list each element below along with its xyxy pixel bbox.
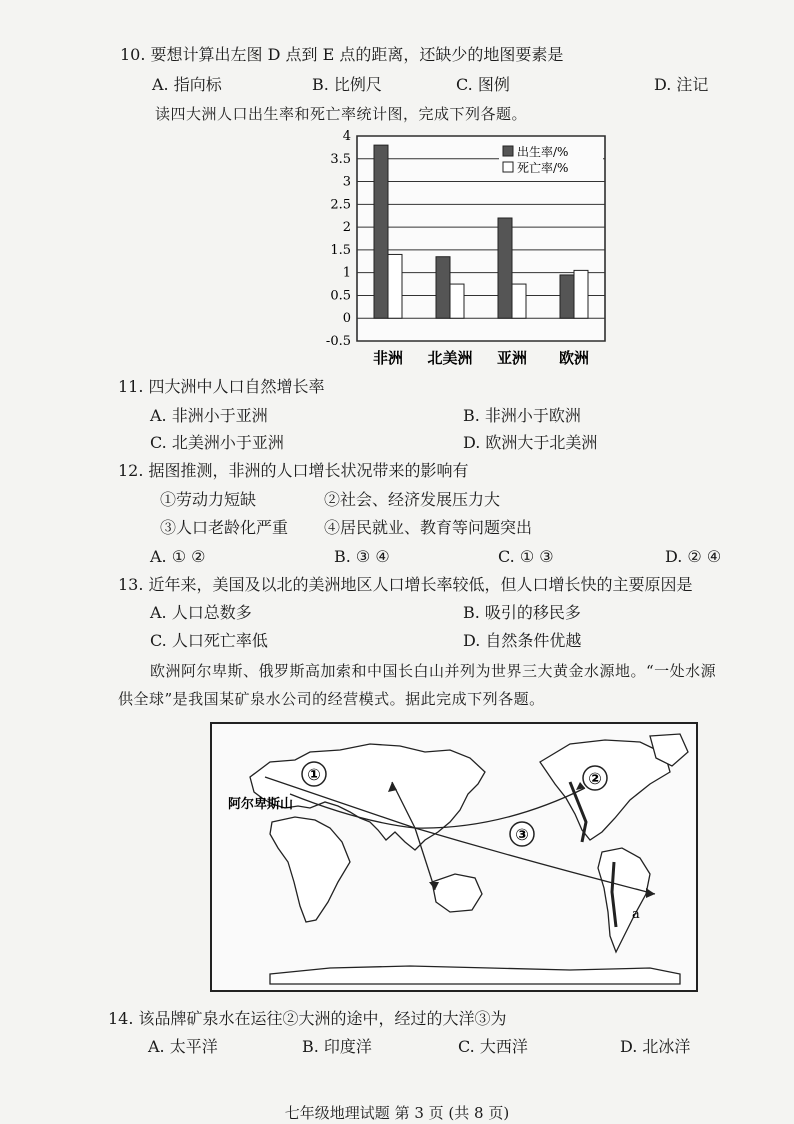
chart-y-tick-label: 3	[342, 174, 351, 190]
marker-1-label: ①	[307, 765, 321, 784]
q13-stem: 13. 近年来，美国及以北的美洲地区人口增长率较低，但人口增长快的主要原因是	[118, 575, 693, 594]
q13-option-a: A. 人口总数多	[150, 603, 252, 622]
chart-legend-label: 出生率/%	[517, 145, 569, 159]
chart-y-tick-label: 0.5	[330, 288, 351, 304]
q14-stem: 14. 该品牌矿泉水在运往②大洲的途中，经过的大洋③为	[108, 1009, 507, 1028]
chart-bar-death-0	[388, 254, 402, 318]
q14-option-c: C. 大西洋	[458, 1037, 528, 1056]
q10-option-b: B. 比例尺	[312, 75, 382, 94]
marker-3-label: ③	[515, 825, 529, 844]
q12-item-2: ②社会、经济发展压力大	[324, 490, 501, 509]
q12-item-3: ③人口老龄化严重	[160, 518, 289, 537]
chart-y-tick-label: 2.5	[330, 197, 351, 213]
antarctica	[270, 966, 680, 984]
chart-legend-swatch	[503, 162, 513, 172]
birth-death-rate-chart	[305, 128, 615, 368]
chart-y-tick-label: 1.5	[330, 242, 351, 258]
q10-option-d: D. 注记	[654, 75, 709, 94]
world-map	[210, 722, 698, 992]
chart-y-tick-label: 4	[342, 129, 351, 144]
page-footer: 七年级地理试题 第 3 页 (共 8 页)	[284, 1104, 510, 1122]
q12-option-c: C. ① ③	[498, 547, 554, 566]
chart-x-tick-label: 亚洲	[496, 349, 528, 367]
chart-y-tick-label: 1	[342, 265, 351, 281]
chart-bar-death-2	[512, 284, 526, 318]
q12-option-a: A. ① ②	[150, 547, 206, 566]
q11-option-c: C. 北美洲小于亚洲	[150, 433, 284, 452]
q10-option-a: A. 指向标	[152, 75, 222, 94]
q10-stem: 10. 要想计算出左图 D 点到 E 点的距离，还缺少的地图要素是	[120, 45, 564, 64]
q14-option-a: A. 太平洋	[148, 1037, 218, 1056]
q12-option-b: B. ③ ④	[334, 547, 390, 566]
chart-y-tick-label: -0.5	[325, 334, 351, 349]
chart-intro: 读四大洲人口出生率和死亡率统计图，完成下列各题。	[155, 105, 528, 123]
chart-legend-label: 死亡率/%	[517, 161, 569, 175]
q13-option-b: B. 吸引的移民多	[463, 603, 581, 622]
chart-y-tick-label: 2	[342, 220, 351, 236]
q14-option-d: D. 北冰洋	[620, 1037, 691, 1056]
chart-legend-swatch	[503, 146, 513, 156]
q10-option-c: C. 图例	[456, 75, 510, 94]
chart-bar-death-1	[450, 284, 464, 318]
chart-x-tick-label: 非洲	[372, 349, 404, 367]
map-intro-line1: 欧洲阿尔卑斯、俄罗斯高加索和中国长白山并列为世界三大黄金水源地。“一处水源	[150, 662, 717, 680]
q13-option-c: C. 人口死亡率低	[150, 631, 268, 650]
chart-x-tick-label: 欧洲	[558, 349, 590, 367]
alps-label: 阿尔卑斯山	[228, 797, 294, 812]
q12-item-1: ①劳动力短缺	[160, 490, 257, 509]
q14-option-b: B. 印度洋	[302, 1037, 372, 1056]
chart-y-tick-label: 3.5	[330, 151, 351, 167]
q12-option-d: D. ② ④	[665, 547, 722, 566]
q11-option-a: A. 非洲小于亚洲	[150, 406, 268, 425]
q11-stem: 11. 四大洲中人口自然增长率	[118, 377, 325, 396]
map-intro-line2: 供全球”是我国某矿泉水公司的经营模式。据此完成下列各题。	[118, 690, 545, 708]
chart-y-tick-label: 0	[342, 311, 351, 327]
q11-option-d: D. 欧洲大于北美洲	[463, 433, 598, 452]
label-a: a	[632, 907, 640, 922]
q12-item-4: ④居民就业、教育等问题突出	[324, 518, 533, 537]
q12-stem: 12. 据图推测，非洲的人口增长状况带来的影响有	[118, 461, 469, 480]
q13-option-d: D. 自然条件优越	[463, 631, 582, 650]
chart-bar-birth-0	[374, 145, 388, 318]
q11-option-b: B. 非洲小于欧洲	[463, 406, 581, 425]
chart-x-tick-label: 北美洲	[427, 349, 473, 367]
chart-bar-birth-1	[436, 257, 450, 319]
marker-2-label: ②	[588, 769, 602, 788]
chart-bar-birth-3	[560, 275, 574, 318]
chart-bar-birth-2	[498, 218, 512, 318]
chart-bar-death-3	[574, 270, 588, 318]
